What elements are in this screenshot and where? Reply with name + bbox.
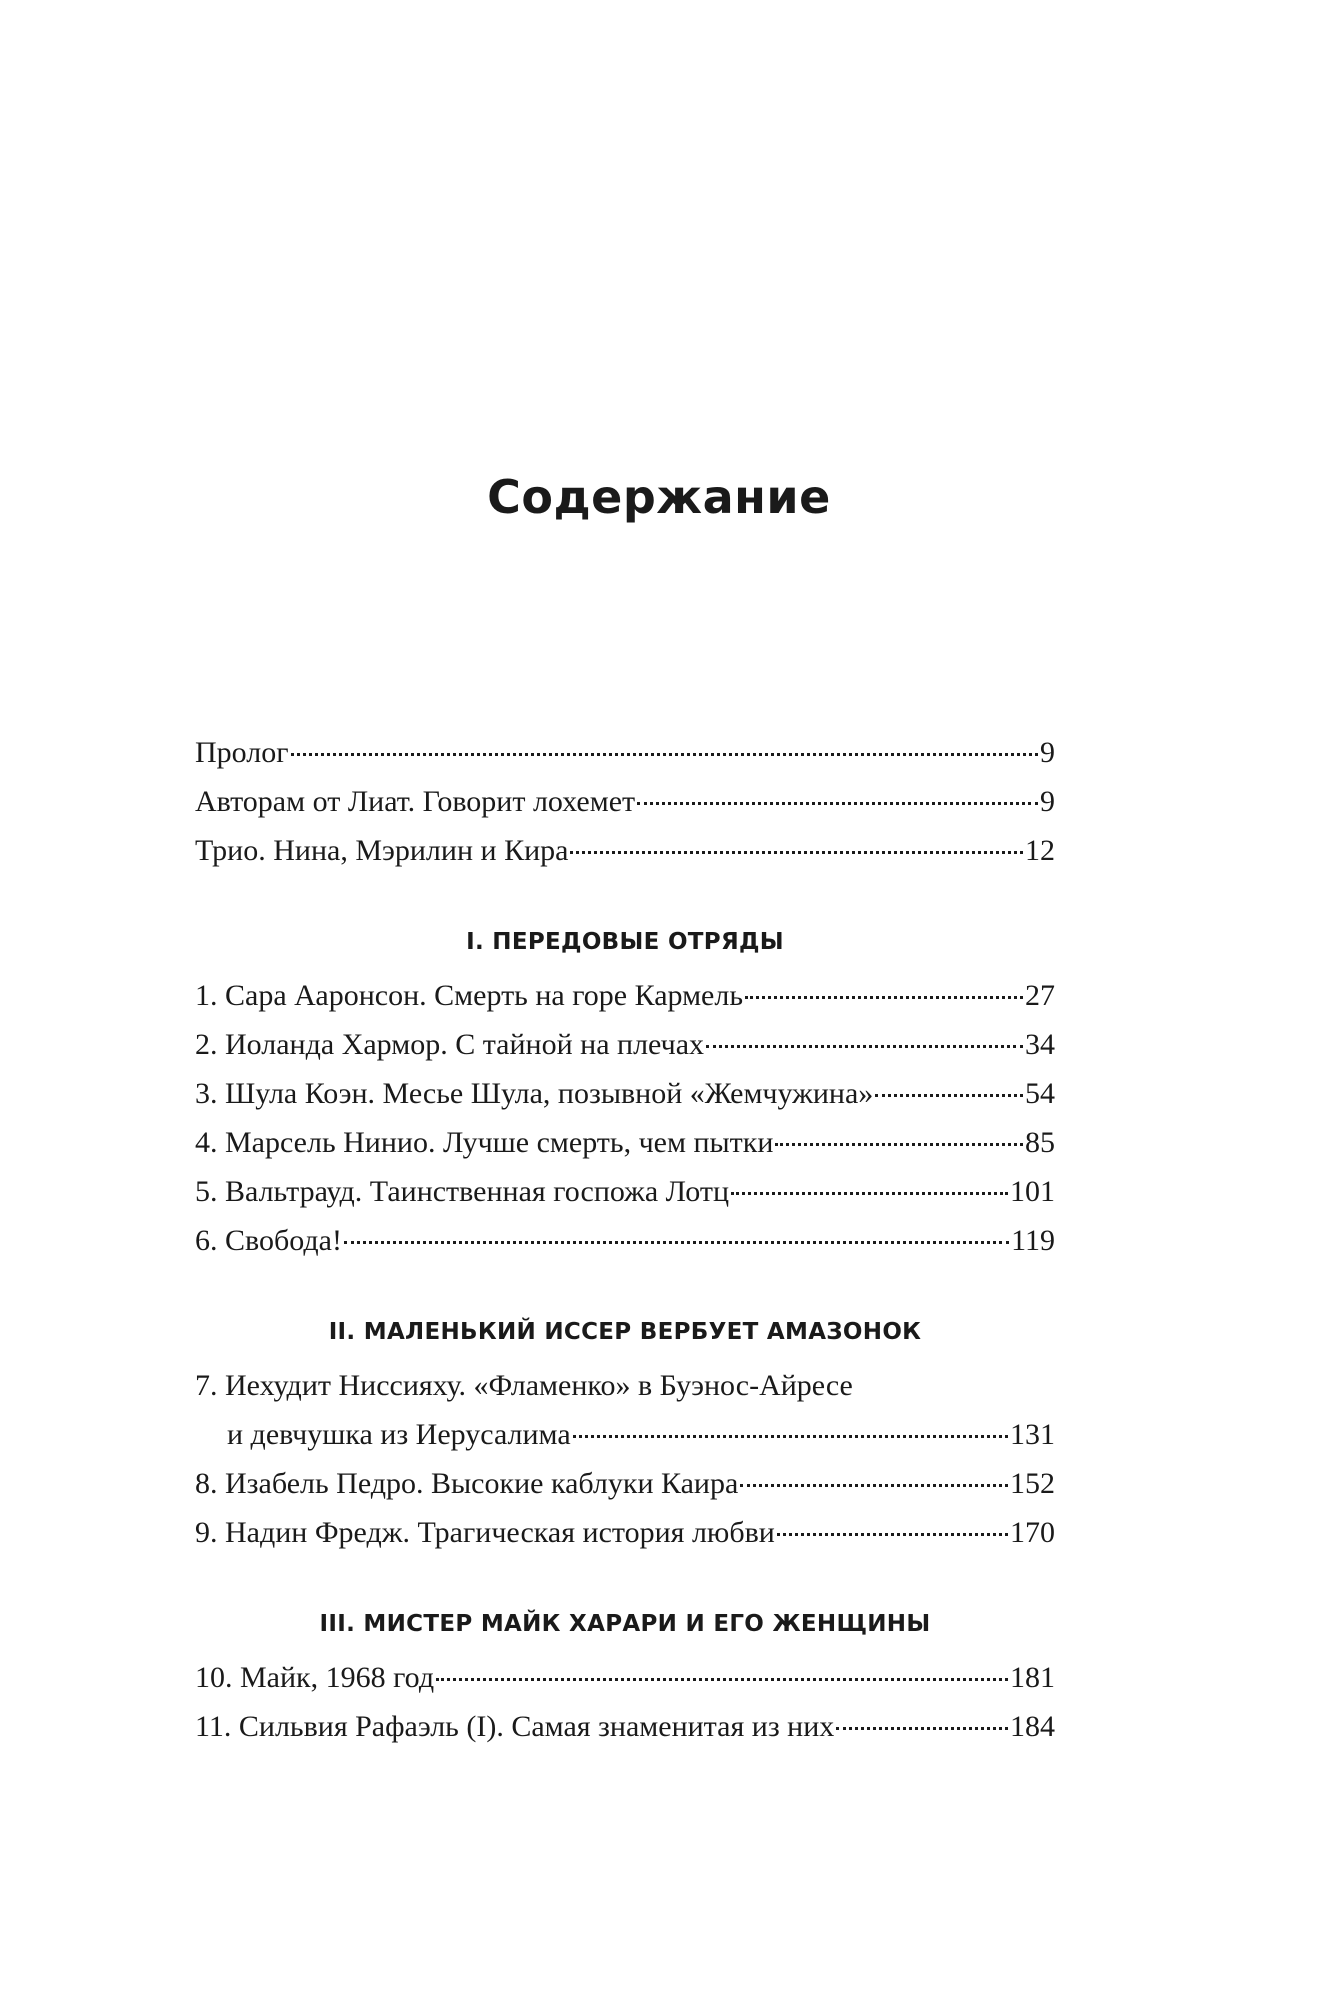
dot-leader <box>731 1191 1008 1195</box>
toc-entry-label: Пролог <box>195 736 289 769</box>
table-of-contents <box>195 728 1055 1751</box>
dot-leader <box>740 1483 1008 1487</box>
toc-entry <box>195 1702 1055 1751</box>
section-heading: III. МИСТЕР МАЙК ХАРАРИ И ЕГО ЖЕНЩИНЫ <box>319 1611 931 1637</box>
toc-entry-label: 5. Вальтрауд. Таинственная госпожа Лотц <box>195 1175 730 1208</box>
toc-entry-label: 11. Сильвия Рафаэль (I). Самая знаменитая из них <box>195 1710 835 1743</box>
toc-entry <box>195 971 1055 1020</box>
toc-entry <box>195 1459 1055 1508</box>
toc-page-number: 170 <box>1010 1516 1055 1549</box>
toc-page-number: 54 <box>1025 1077 1055 1110</box>
dot-leader <box>344 1240 1009 1244</box>
dot-leader <box>875 1093 1023 1097</box>
dot-leader <box>775 1142 1023 1146</box>
dot-leader <box>291 752 1038 756</box>
toc-page-number: 9 <box>1040 785 1055 818</box>
toc-entry <box>195 1653 1055 1702</box>
dot-leader <box>637 801 1038 805</box>
toc-entry-continuation <box>195 1410 1055 1459</box>
toc-entry-label: 3. Шула Коэн. Месье Шула, позывной «Жемчужина» <box>195 1077 874 1110</box>
toc-page-number: 184 <box>1010 1710 1055 1743</box>
toc-entry <box>195 728 1055 777</box>
toc-page-number: 12 <box>1025 834 1055 867</box>
dot-leader <box>745 995 1023 999</box>
toc-page-number: 9 <box>1040 736 1055 769</box>
toc-entry <box>195 777 1055 826</box>
toc-entry <box>195 826 1055 875</box>
dot-leader <box>706 1044 1023 1048</box>
toc-entry-label: 9. Надин Фредж. Трагическая история любви <box>195 1516 775 1549</box>
dot-leader <box>777 1532 1008 1536</box>
toc-entry-label: 2. Иоланда Хармор. С тайной на плечах <box>195 1028 705 1061</box>
toc-entry-label: Трио. Нина, Мэрилин и Кира <box>195 834 569 867</box>
toc-entry <box>195 1020 1055 1069</box>
toc-entry-label: 1. Сара Ааронсон. Смерть на горе Кармель <box>195 979 744 1012</box>
toc-entry <box>195 1216 1055 1265</box>
dot-leader <box>436 1677 1008 1681</box>
toc-entry <box>195 1361 1055 1410</box>
toc-page-number: 101 <box>1010 1175 1055 1208</box>
toc-page-number: 181 <box>1010 1661 1055 1694</box>
toc-page-number: 27 <box>1025 979 1055 1012</box>
toc-entry <box>195 1167 1055 1216</box>
section-heading: I. ПЕРЕДОВЫЕ ОТРЯДЫ <box>466 929 784 955</box>
toc-entry-label: 10. Майк, 1968 год <box>195 1661 435 1694</box>
toc-entry-label: и девчушка из Иерусалима <box>227 1418 571 1451</box>
page-title: Содержание <box>487 470 831 524</box>
toc-entry-label: 4. Марсель Нинио. Лучше смерть, чем пытки <box>195 1126 774 1159</box>
toc-entry-label: 8. Изабель Педро. Высокие каблуки Каира <box>195 1467 739 1500</box>
toc-page-number: 119 <box>1011 1224 1055 1257</box>
toc-entry <box>195 1118 1055 1167</box>
section-heading: II. МАЛЕНЬКИЙ ИССЕР ВЕРБУЕТ АМАЗОНОК <box>328 1319 922 1345</box>
toc-page-number: 85 <box>1025 1126 1055 1159</box>
toc-entry <box>195 1069 1055 1118</box>
toc-entry-label: 7. Иехудит Ниссияху. «Фламенко» в Буэнос-Айресе <box>195 1369 853 1402</box>
toc-page-number: 152 <box>1010 1467 1055 1500</box>
toc-entry-label: Авторам от Лиат. Говорит лохемет <box>195 785 636 818</box>
dot-leader <box>573 1434 1008 1438</box>
toc-page-number: 131 <box>1010 1418 1055 1451</box>
toc-entry <box>195 1508 1055 1557</box>
dot-leader <box>570 850 1023 854</box>
toc-entry-label: 6. Свобода! <box>195 1224 342 1257</box>
dot-leader <box>836 1726 1008 1730</box>
toc-page-number: 34 <box>1025 1028 1055 1061</box>
